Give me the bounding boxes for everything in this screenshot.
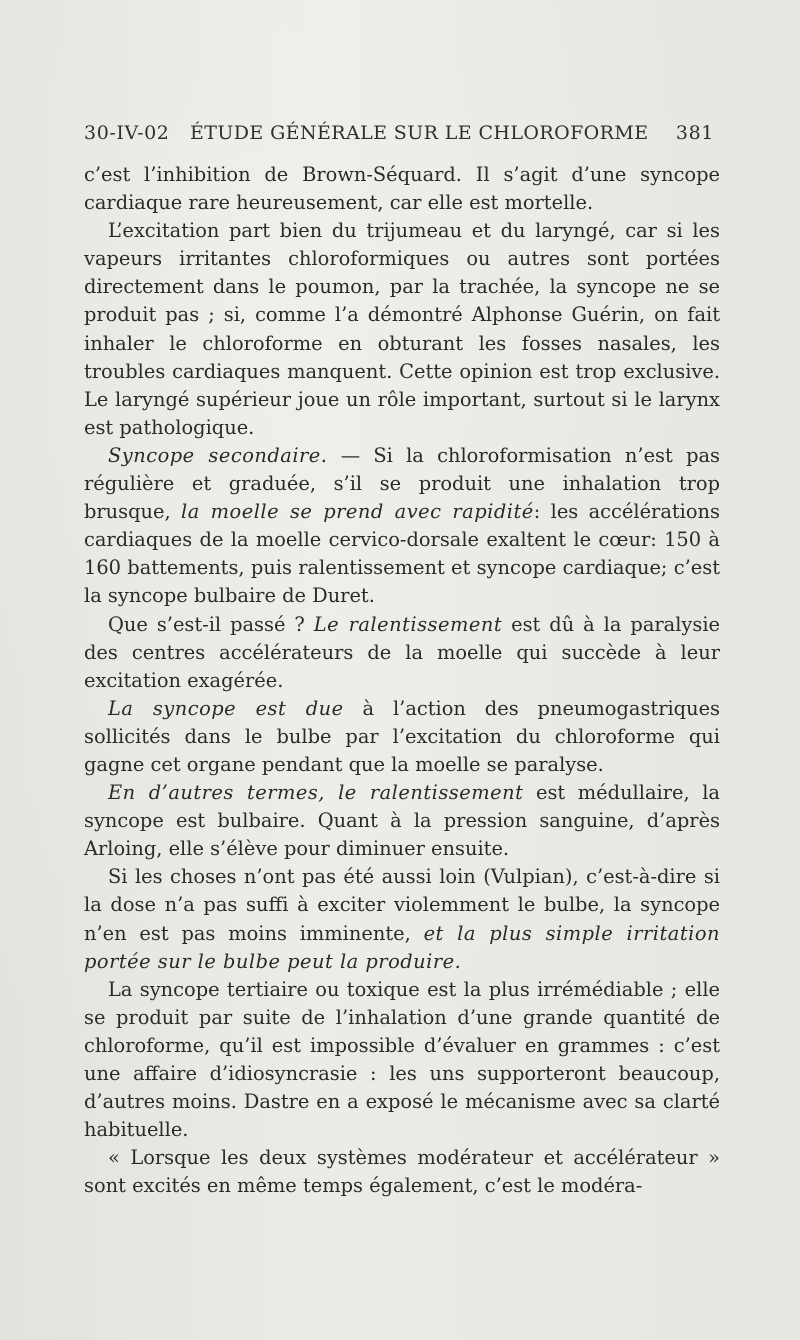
text-run: « Lorsque les deux systèmes modérateur et accélérateur » sont excités en même temps également, c’est le modéra- [84, 1146, 720, 1198]
running-head [84, 122, 714, 152]
paragraph-8 [84, 976, 720, 1145]
text-run: — Si la chloroformisation n’est pas régulière et graduée, s’il se produit une inhalation trop brusque, [84, 443, 720, 524]
italic-run: et la plus simple irritation portée sur le bulbe peut la produire. [84, 921, 720, 973]
text-run: est médullaire, la syncope est bulbaire. Quant à la pression sanguine, d’après Arloing, elle s’élève pour diminuer ensuite. [84, 781, 720, 861]
body-text [84, 161, 720, 1200]
text-run: à l’action des pneumogastriques sollicités dans le bulbe par l’excitation du chloroforme qui gagne cet organe pendant que la moelle se paralyse. [84, 696, 720, 776]
page-number: 381 [675, 122, 714, 144]
text-run: L’excitation part bien du trijumeau et du laryngé, car si les vapeurs irritantes chloroformiques ou autres sont portées directement dans le poumon, par la trachée, la syncope ne se produit pas ; si, comme l’a démontré Alphonse Guérin, on fait inhaler le chloroforme en obturant les fosses nasales, les troubles cardiaques manquent. Cette opinion est trop exclusive. Le laryngé supérieur joue un rôle important, surtout si le larynx est pathologique. [84, 219, 720, 439]
paragraph-7 [84, 863, 720, 975]
italic-run: La syncope est due [108, 696, 344, 720]
header-date: 30-IV-02 [84, 122, 170, 144]
header-title: ÉTUDE GÉNÉRALE SUR LE CHLOROFORME [190, 122, 649, 144]
text-run: Que s’est-il passé ? [108, 612, 314, 636]
paragraph-6 [84, 779, 720, 863]
italic-run: la moelle se prend avec rapidité [181, 500, 534, 524]
paragraph-4 [84, 611, 720, 695]
italic-run: Le ralentissement [313, 612, 503, 636]
italic-run: Syncope secondaire. [108, 443, 328, 467]
paragraph-9 [84, 1144, 720, 1200]
text-run: Si les choses n’ont pas été aussi loin (Vulpian), c’est-à-dire si la dose n’a pas suffi à exciter violemment le bulbe, la syncope n’en est pas moins imminente, [84, 865, 720, 945]
paragraph-5 [84, 695, 720, 779]
paragraph-3 [84, 442, 720, 611]
text-run: c’est l’inhibition de Brown-Séquard. Il s’agit d’une syncope cardiaque rare heureusement, car elle est mortelle. [84, 163, 720, 215]
paragraph-2 [84, 217, 720, 442]
text-run: : les accélérations cardiaques de la moelle cervico-dorsale exaltent le cœur: 150 à 160 battements, puis ralentissement et syncope cardiaque; c’est la syncope bulbaire de Duret. [84, 500, 720, 608]
text-run: est dû à la paralysie des centres accélérateurs de la moelle qui succède à leur excitation exagérée. [84, 612, 720, 692]
italic-run: En d’autres termes, le ralentissement [108, 781, 524, 805]
text-run: La syncope tertiaire ou toxique est la plus irrémédiable ; elle se produit par suite de l’inhalation d’une grande quantité de chloroforme, qu’il est impossible d’évaluer en grammes : c’est une affaire d’idiosyncrasie : les uns supporteront beaucoup, d’autres moins. Dastre en a exposé le mécanisme avec sa clarté habituelle. [84, 977, 720, 1142]
paragraph-1 [84, 161, 720, 217]
